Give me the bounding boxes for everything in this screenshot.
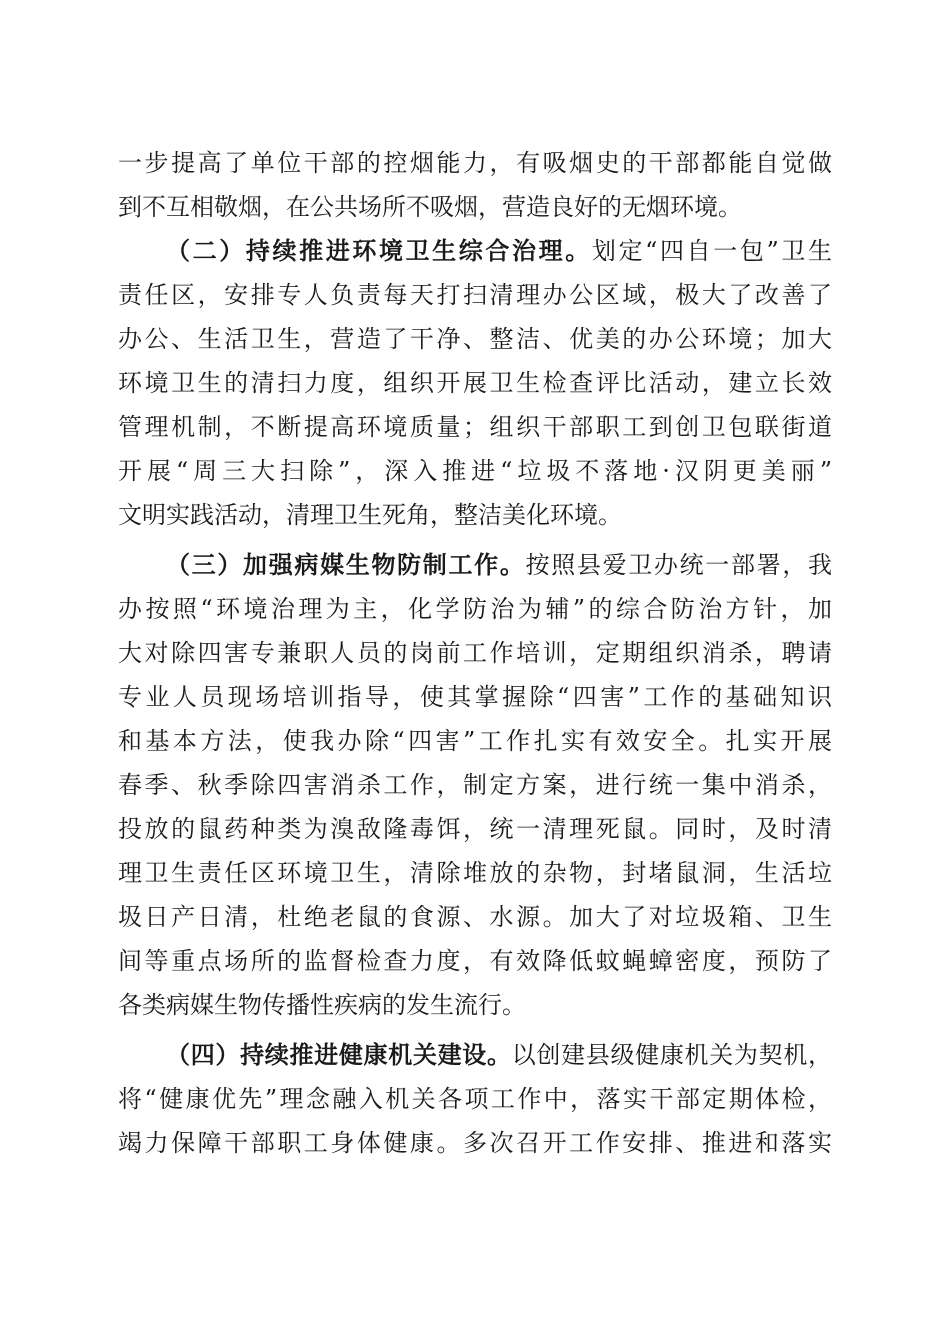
paragraph-3-line-10: 间等重点场所的监督检查力度，有效降低蚊蝇蟑密度，预防了	[118, 947, 832, 975]
paragraph-3-line-7: 投放的鼠药种类为溴敌隆毒饵，统一清理死鼠。同时，及时清	[118, 815, 832, 843]
paragraph-3-line-9: 圾日产日清，杜绝老鼠的食源、水源。加大了对垃圾箱、卫生	[118, 903, 832, 931]
paragraph-2-line-1	[166, 231, 832, 271]
paragraph-3-line-6: 春季、秋季除四害消杀工作，制定方案，进行统一集中消杀，	[118, 771, 832, 799]
paragraph-4-line-3: 竭力保障干部职工身体健康。多次召开工作安排、推进和落实	[118, 1129, 832, 1157]
paragraph-3-line-5: 和基本方法，使我办除“四害”工作扎实有效安全。扎实开展	[118, 727, 832, 755]
paragraph-4-line-1-text: 以创建县级健康机关为契机，	[511, 1041, 833, 1069]
paragraph-2-line-2: 责任区，安排专人负责每天打扫清理办公区域，极大了改善了	[118, 281, 832, 309]
paragraph-3-line-2: 办按照“环境治理为主，化学防治为辅”的综合防治方针，加	[118, 595, 832, 623]
paragraph-2-line-1-text: 划定“四自一包”卫生	[591, 237, 832, 265]
paragraph-2-line-3: 办公、生活卫生，营造了干净、整洁、优美的办公环境；加大	[118, 325, 832, 353]
paragraph-2-line-6: 开展“周三大扫除”，深入推进“垃圾不落地·汉阴更美丽”	[118, 457, 832, 485]
paragraph-3-heading: （三）加强病媒生物防制工作。	[166, 551, 526, 579]
paragraph-3-line-8: 理卫生责任区环境卫生，清除堆放的杂物，封堵鼠洞，生活垃	[118, 859, 832, 887]
paragraph-1-line-2: 到不互相敬烟，在公共场所不吸烟，营造良好的无烟环境。	[118, 193, 742, 221]
paragraph-3-line-1	[166, 545, 832, 585]
paragraph-2-line-5: 管理机制，不断提高环境质量；组织干部职工到创卫包联街道	[118, 413, 832, 441]
paragraph-2-line-7: 文明实践活动，清理卫生死角，整洁美化环境。	[118, 501, 622, 529]
paragraph-4-line-2: 将“健康优先”理念融入机关各项工作中，落实干部定期体检，	[118, 1085, 832, 1113]
paragraph-3-line-3: 大对除四害专兼职人员的岗前工作培训，定期组织消杀，聘请	[118, 639, 832, 667]
paragraph-3-line-11: 各类病媒生物传播性疾病的发生流行。	[118, 991, 526, 1019]
paragraph-3-line-4: 专业人员现场培训指导，使其掌握除“四害”工作的基础知识	[118, 683, 832, 711]
paragraph-3-line-1-text: 按照县爱卫办统一部署，我	[525, 551, 833, 579]
paragraph-2-heading: （二）持续推进环境卫生综合治理。	[166, 237, 592, 265]
paragraph-4-line-1	[166, 1035, 832, 1075]
paragraph-4-heading: （四）持续推进健康机关建设。	[166, 1041, 512, 1069]
paragraph-2-line-4: 环境卫生的清扫力度，组织开展卫生检查评比活动，建立长效	[118, 369, 832, 397]
paragraph-1-line-1: 一步提高了单位干部的控烟能力，有吸烟史的干部都能自觉做	[118, 149, 832, 177]
